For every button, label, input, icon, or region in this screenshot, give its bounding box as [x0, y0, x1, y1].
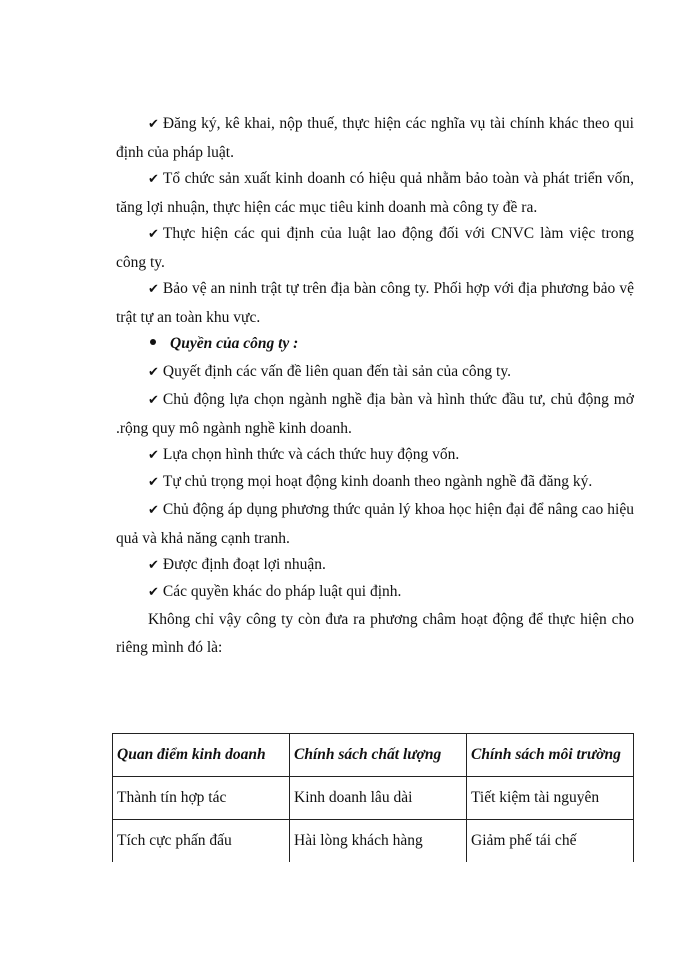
policy-table	[112, 733, 634, 862]
table-cell: Giảm phế tái chế	[467, 820, 634, 863]
right-item: ✔ Tự chủ trọng mọi hoạt động kinh doanh theo ngành nghề đã đăng ký.	[148, 473, 593, 490]
table-row	[113, 820, 634, 863]
right-item: ✔ Chủ động lựa chọn ngành nghề địa bàn và hình thức đầu tư, chủ động mở .rộng quy mô ngành nghề kinh doanh.	[116, 391, 634, 437]
table-header: Quan điểm kinh doanh	[113, 734, 290, 777]
check-icon: ✔	[148, 117, 159, 132]
check-icon: ✔	[148, 172, 159, 187]
duty-item: ✔ Tổ chức sản xuất kinh doanh có hiệu quả nhằm bảo toàn và phát triển vốn, tăng lợi nhuận, thực hiện các mục tiêu kinh doanh mà công ty đề ra.	[116, 170, 634, 216]
check-icon: ✔	[148, 282, 159, 297]
right-item: ✔ Lựa chọn hình thức và cách thức huy động vốn.	[148, 446, 460, 463]
duty-item: ✔ Đăng ký, kê khai, nộp thuế, thực hiện các nghĩa vụ tài chính khác theo qui định của pháp luật.	[116, 115, 634, 161]
table-row	[113, 777, 634, 820]
rights-heading: Quyền của công ty :	[150, 330, 298, 358]
closing-paragraph: Không chỉ vậy công ty còn đưa ra phương châm hoạt động để thực hiện cho riêng mình đó là:	[116, 611, 634, 656]
right-item: ✔ Được định đoạt lợi nhuận.	[148, 556, 326, 573]
right-item: ✔ Quyết định các vấn đề liên quan đến tài sản của công ty.	[148, 363, 511, 380]
check-icon: ✔	[148, 475, 159, 490]
check-icon: ✔	[148, 503, 159, 518]
table-cell: Hài lòng khách hàng	[290, 820, 467, 863]
bullet-dot-icon	[150, 339, 156, 345]
table-cell: Tiết kiệm tài nguyên	[467, 777, 634, 820]
table-header: Chính sách môi trường	[467, 734, 634, 777]
check-icon: ✔	[148, 365, 159, 380]
table-cell: Tích cực phấn đấu	[113, 820, 290, 863]
check-icon: ✔	[148, 558, 159, 573]
duty-item: ✔ Thực hiện các qui định của luật lao động đối với CNVC làm việc trong công ty.	[116, 225, 634, 271]
right-item: ✔ Chủ động áp dụng phương thức quản lý khoa học hiện đại để nâng cao hiệu quả và khả năng cạnh tranh.	[116, 501, 634, 547]
check-icon: ✔	[148, 448, 159, 463]
table-cell: Thành tín hợp tác	[113, 777, 290, 820]
table-header: Chính sách chất lượng	[290, 734, 467, 777]
check-icon: ✔	[148, 227, 159, 242]
check-icon: ✔	[148, 585, 159, 600]
right-item: ✔ Các quyền khác do pháp luật qui định.	[148, 583, 402, 600]
table-cell: Kinh doanh lâu dài	[290, 777, 467, 820]
duty-item: ✔ Bảo vệ an ninh trật tự trên địa bàn công ty. Phối hợp với địa phương bảo vệ trật tự an toàn khu vực.	[116, 280, 634, 326]
table-header-row	[113, 734, 634, 777]
check-icon: ✔	[148, 393, 159, 408]
